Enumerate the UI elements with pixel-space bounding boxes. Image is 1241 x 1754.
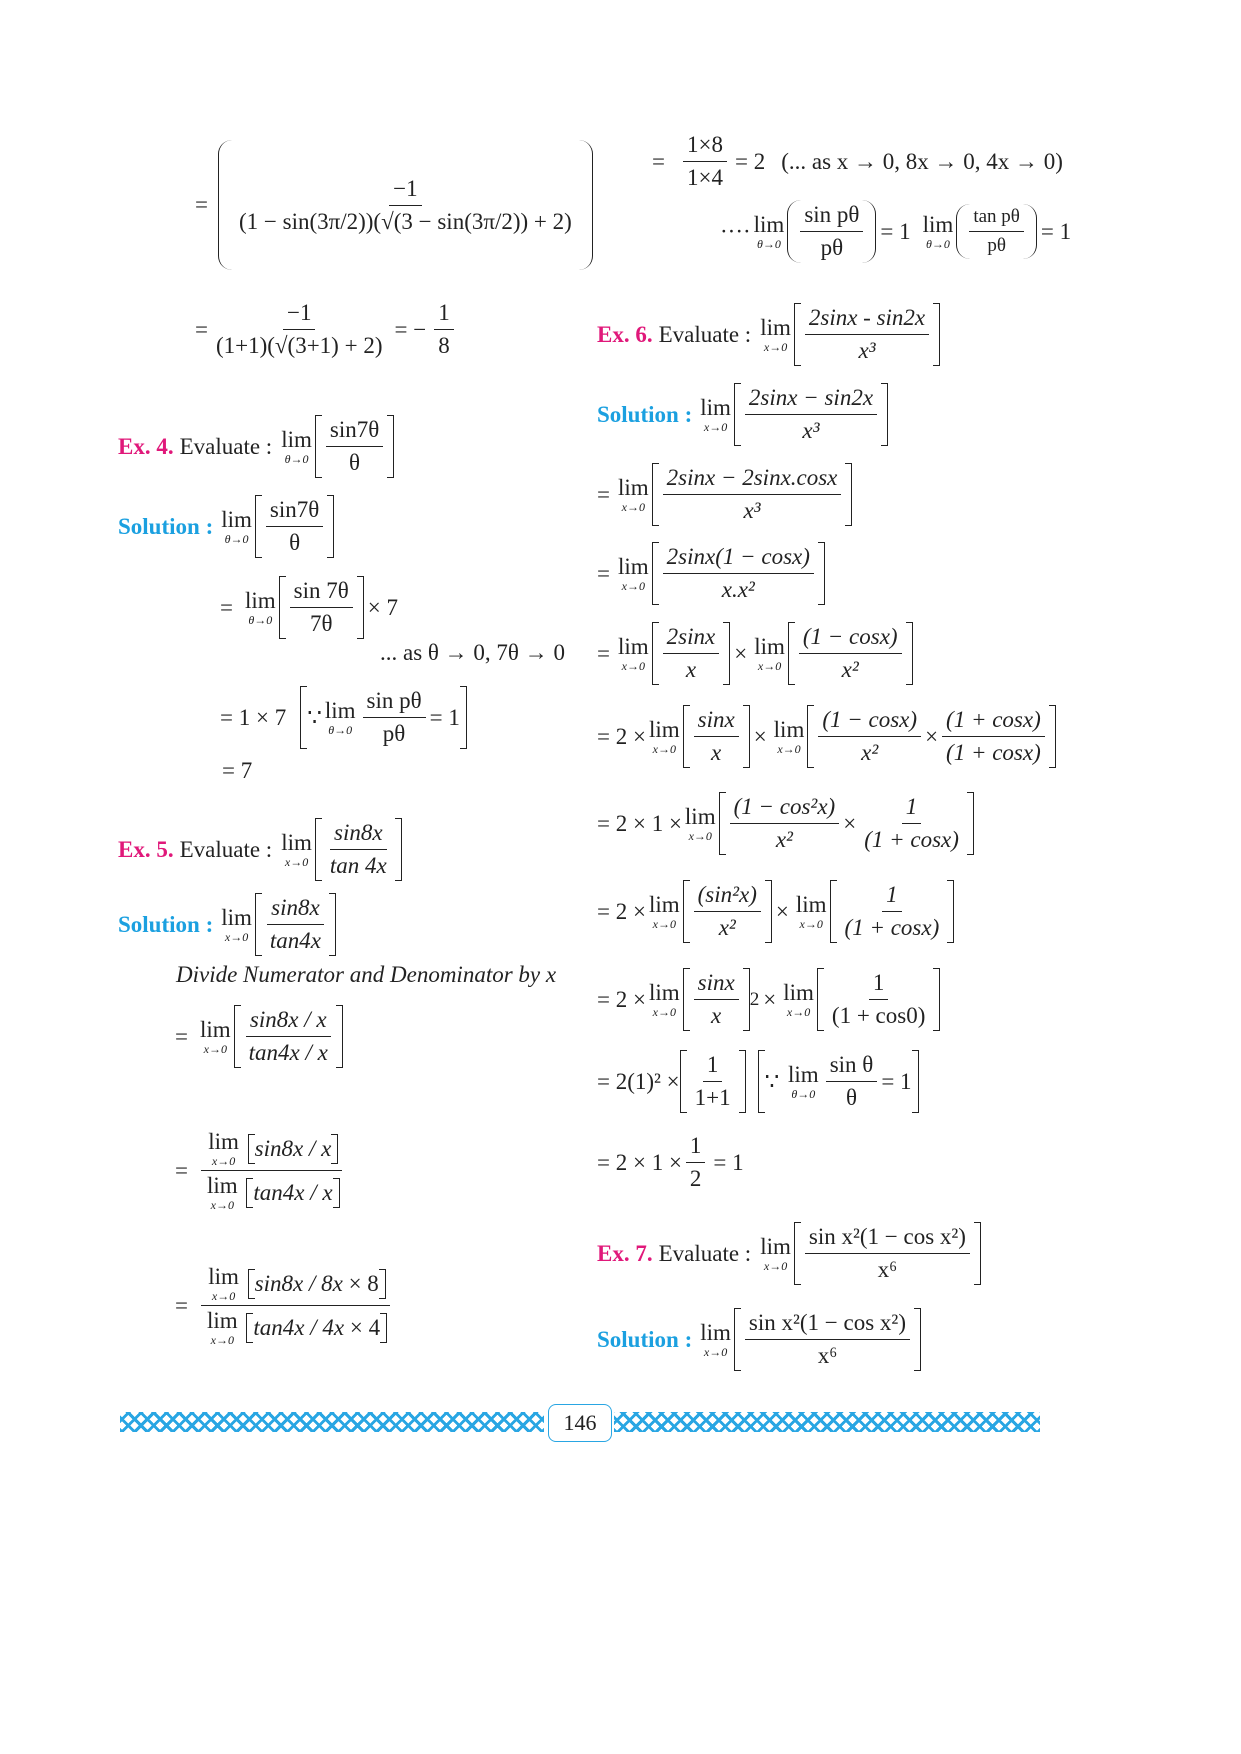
sol5-label: Solution : [118, 911, 214, 937]
ex7-label: Ex. 7. [597, 1240, 653, 1266]
sol6-label: Solution : [597, 401, 693, 427]
ex4-evaluate: Evaluate : [179, 433, 273, 459]
sol6-step3: = lim x→0 $\frac{2\sin x}{x}$ × lim x→0 $\frac{(1 - \cos x)}{\text{x²}}$ [597, 622, 913, 685]
ex7-evaluate: Evaluate : [658, 1240, 752, 1266]
sol6-step5: = 2 × 1 × lim x→0 $\frac{\text{(1 − cos²x)}}{\text{x²}}$ × $\frac{1}{(1 + \cos x)}$ [597, 792, 974, 855]
solution-6: Solution : lim x→0 $\frac{2\sin x - \sin 2x}{\text{x³}}$ [597, 383, 888, 446]
sol4-note: ... as θ → 0, 7θ → 0 [380, 640, 565, 665]
footer-decoration-right [614, 1412, 1040, 1432]
eq-top-left: = $\frac{-1}{(1 - \sin(3\pi/2))(√(3 - \sin(3\pi/2)) + 2)}$ [195, 130, 593, 280]
solution-5: Solution : lim x→0 $\frac{\sin 8x}{\tan 4x}$ [118, 893, 336, 956]
ex5-evaluate: Evaluate : [179, 836, 273, 862]
sol6-step1: = lim x→0 $\frac{2\sin x - 2\sin x.\cos x}{\text{x³}}$ [597, 463, 852, 526]
page-number: 146 [548, 1404, 612, 1442]
identity-limits: ···· lim θ→0 $\frac{\text{sin pθ}}{p\theta}$ = 1 lim θ→0 $\frac{\text{tan pθ}}{p\theta}$ = 1 [720, 200, 1075, 263]
footer-decoration-left [120, 1412, 544, 1432]
example-7: Ex. 7. Evaluate : lim x→0 $\frac{\text{sin x²(1 − cos x²)}}{\text{x⁶}}$ [597, 1222, 981, 1285]
sol4-result: = 7 [222, 758, 253, 783]
sol6-step7: = 2 × lim x→0 $\frac{\sin x}{x}$ 2 × lim x→0 $\frac{1}{(1 + \cos 0)}$ [597, 968, 940, 1031]
sol6-result: = 2 × 1 × $\frac{1}{2}$ = 1 [597, 1133, 744, 1191]
sol5-step1: = lim x→0 $\frac{\sin 8x / x}{\tan 4x / x}$ [175, 1005, 343, 1068]
sol4-step2: = 1 × 7 ∵ lim θ→0 $\frac{\text{sin pθ}}{p\theta}$ = 1 [220, 686, 467, 749]
example-5: Ex. 5. Evaluate : lim x→0 $\frac{\sin 8x}{\tan 4x}$ [118, 818, 402, 881]
ex4-num: sin7θ [326, 417, 383, 447]
sol5-step3: = lim x→0 sin8x / 8x × 8 lim x→0 tan4x / 4x × 4 [175, 1265, 395, 1346]
sol5-note: Divide Numerator and Denominator by x [176, 962, 557, 987]
solution-7: Solution : lim x→0 $\frac{\text{sin x²(1 − cos x²)}}{\text{x⁶}}$ [597, 1308, 921, 1371]
sol4-label: Solution : [118, 513, 214, 539]
example-6: Ex. 6. Evaluate : lim x→0 $\frac{2\sin x - \sin 2x}{\text{x³}}$ [597, 303, 940, 366]
sol4-step1: = lim θ→0 $\frac{\sin 7\theta}{7\theta}$ × 7 [220, 576, 402, 639]
solution-4: Solution : lim θ→0 $\frac{\sin 7\theta}{\theta}$ [118, 495, 334, 558]
ex4-label: Ex. 4. [118, 433, 174, 459]
ex6-label: Ex. 6. [597, 321, 653, 347]
ex4-den: θ [349, 450, 361, 475]
ex5-label: Ex. 5. [118, 836, 174, 862]
sol6-step4: = 2 × lim x→0 $\frac{\sin x}{x}$ × lim x→0 $\frac{(1 - \cos x)}{\text{x²}}$ × $\frac{(1 + \cos x)}{(1 + \cos x)}$ [597, 705, 1056, 768]
sol6-step6: = 2 × lim x→0 $\frac{\text{(sin²x)}}{\text{x²}}$ × lim x→0 $\frac{1}{(1 + \cos x)}$ [597, 880, 954, 943]
eq-result-left: = $\frac{-1}{(1+1)(√(3+1) + 2)}$ = − $\frac{1}{8}$ [195, 300, 458, 359]
page-footer [120, 1404, 1040, 1440]
sol6-step2: = lim x→0 $\frac{2\sin x(1 - \cos x)}{\text{x.x²}}$ [597, 542, 825, 605]
sol5-step2: = lim x→0 sin8x / x lim x→0 tan4x / x [175, 1130, 348, 1211]
example-4: Ex. 4. Evaluate : lim θ→0 $\frac{\sin 7\theta}{\theta}$ [118, 415, 394, 478]
eq-top-right: = $\frac{1\times 8}{1\times 4}$ = 2 (... as x → 0, 8x → 0, 4x → 0) [652, 132, 1063, 190]
sol6-step8: = 2(1)² × $\frac{1}{1+1}$ ∵ lim θ→0 $\frac{\text{sin θ}}{\theta}$ = 1 [597, 1050, 919, 1113]
ex6-evaluate: Evaluate : [658, 321, 752, 347]
sol7-label: Solution : [597, 1326, 693, 1352]
